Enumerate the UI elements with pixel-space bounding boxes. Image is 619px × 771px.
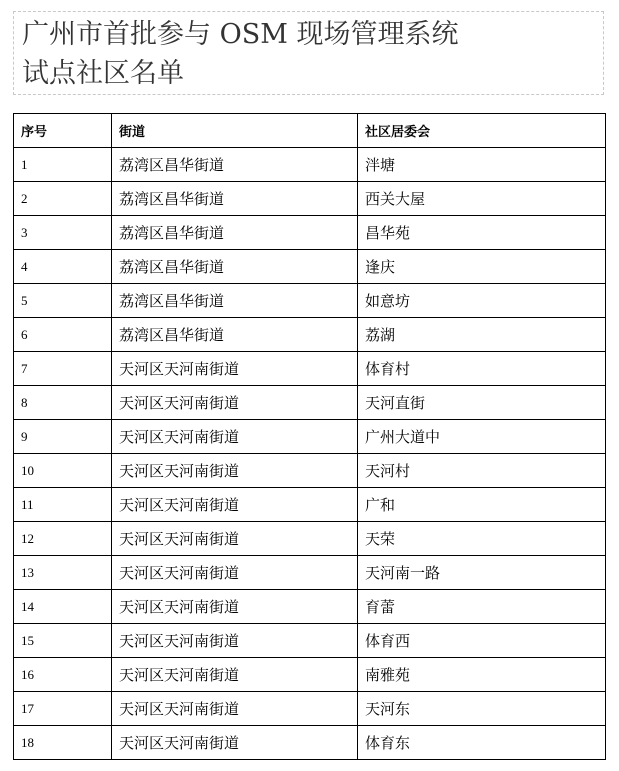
cell-street: 天河区天河南街道 [112,454,358,488]
pilot-community-table [13,113,606,760]
cell-serial-number: 8 [14,386,112,420]
table-row [14,216,606,250]
cell-street: 天河区天河南街道 [112,522,358,556]
cell-street: 荔湾区昌华街道 [112,284,358,318]
table-row [14,284,606,318]
cell-serial-number: 7 [14,352,112,386]
cell-community: 天荣 [358,522,606,556]
table-row [14,590,606,624]
cell-serial-number: 2 [14,182,112,216]
cell-community: 体育东 [358,726,606,760]
cell-serial-number: 6 [14,318,112,352]
title-line-1: 广州市首批参与 OSM 现场管理系统 [22,19,459,50]
cell-street: 天河区天河南街道 [112,420,358,454]
table-row [14,556,606,590]
table-row [14,420,606,454]
table-row [14,352,606,386]
cell-street: 天河区天河南街道 [112,556,358,590]
cell-serial-number: 11 [14,488,112,522]
cell-community: 天河村 [358,454,606,488]
table-row [14,148,606,182]
document-title [13,11,604,95]
cell-street: 天河区天河南街道 [112,658,358,692]
cell-community: 泮塘 [358,148,606,182]
table-row [14,522,606,556]
cell-serial-number: 10 [14,454,112,488]
cell-serial-number: 13 [14,556,112,590]
cell-street: 荔湾区昌华街道 [112,250,358,284]
cell-community: 体育西 [358,624,606,658]
cell-street: 天河区天河南街道 [112,726,358,760]
table-row [14,658,606,692]
cell-serial-number: 14 [14,590,112,624]
cell-community: 如意坊 [358,284,606,318]
cell-serial-number: 15 [14,624,112,658]
cell-street: 荔湾区昌华街道 [112,182,358,216]
table-header-row [14,114,606,148]
cell-serial-number: 18 [14,726,112,760]
table-row [14,726,606,760]
cell-community: 育蕾 [358,590,606,624]
cell-street: 天河区天河南街道 [112,386,358,420]
cell-community: 荔湖 [358,318,606,352]
header-serial-number: 序号 [14,114,112,148]
cell-serial-number: 4 [14,250,112,284]
cell-community: 昌华苑 [358,216,606,250]
cell-street: 荔湾区昌华街道 [112,318,358,352]
cell-serial-number: 16 [14,658,112,692]
cell-community: 逢庆 [358,250,606,284]
table-row [14,182,606,216]
cell-serial-number: 1 [14,148,112,182]
cell-street: 天河区天河南街道 [112,352,358,386]
cell-community: 南雅苑 [358,658,606,692]
title-line-2: 试点社区名单 [22,58,184,89]
cell-street: 天河区天河南街道 [112,624,358,658]
header-residents-committee: 社区居委会 [358,114,606,148]
table-row [14,454,606,488]
cell-community: 广和 [358,488,606,522]
cell-serial-number: 9 [14,420,112,454]
table-row [14,386,606,420]
table-row [14,250,606,284]
header-street: 街道 [112,114,358,148]
cell-community: 天河东 [358,692,606,726]
cell-street: 天河区天河南街道 [112,488,358,522]
cell-community: 体育村 [358,352,606,386]
cell-community: 广州大道中 [358,420,606,454]
cell-street: 天河区天河南街道 [112,590,358,624]
table-row [14,488,606,522]
cell-street: 荔湾区昌华街道 [112,148,358,182]
cell-community: 西关大屋 [358,182,606,216]
cell-street: 荔湾区昌华街道 [112,216,358,250]
table-row [14,624,606,658]
cell-community: 天河南一路 [358,556,606,590]
cell-serial-number: 5 [14,284,112,318]
cell-serial-number: 12 [14,522,112,556]
cell-serial-number: 3 [14,216,112,250]
table-row [14,692,606,726]
cell-street: 天河区天河南街道 [112,692,358,726]
cell-serial-number: 17 [14,692,112,726]
cell-community: 天河直街 [358,386,606,420]
table-row [14,318,606,352]
